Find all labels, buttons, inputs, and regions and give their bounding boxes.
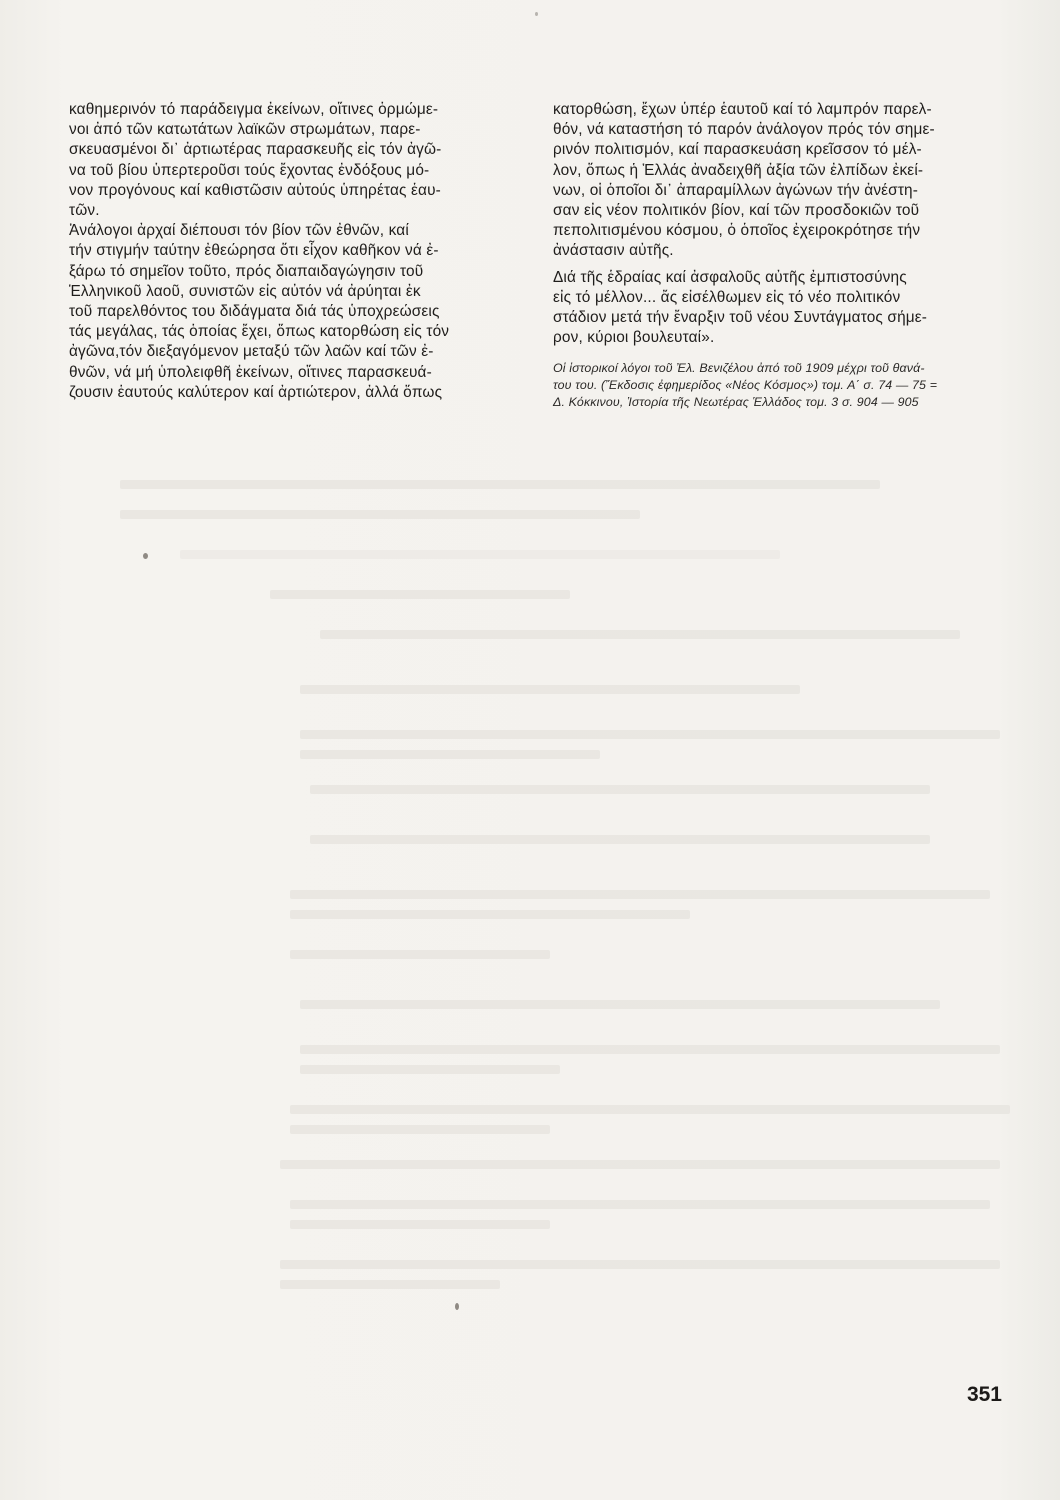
ghost-line xyxy=(300,1045,1000,1054)
left-text-column xyxy=(69,100,513,403)
ghost-line xyxy=(290,950,550,959)
ghost-line xyxy=(300,1065,560,1074)
ghost-line xyxy=(290,1200,990,1209)
ghost-line xyxy=(270,590,570,599)
ghost-line xyxy=(300,685,800,694)
right-paragraph-2: Διά τῆς ἑδραίας καί ἀσφαλοῦς αὐτῆς ἐμπιστοσύνης εἰς τό μέλλον... ἄς εἰσέλθωμεν εἰς τό νέο πολιτικόν στάδιον μετά τήν ἔναρξιν τοῦ νέου Συντάγματος σήμε- ρον, κύριοι βουλευταί». xyxy=(553,268,928,347)
ghost-line xyxy=(290,1125,550,1134)
ghost-line xyxy=(120,510,640,519)
page-number: 351 xyxy=(966,1383,1002,1406)
left-paragraph-2: Ἀνάλογοι ἀρχαί διέπουσι τόν βίον τῶν ἐθνῶν, καί τήν στιγμήν ταύτην ἐθεώρησα ὅτι εἶχον καθῆκον νά ἐ- ξάρω τό σημεῖον τοῦτο, πρός διαπαιδαγώγησιν τοῦ Ἑλληνικοῦ λαοῦ, συνιστῶν εἰς αὐτόν νά ἀρύηται ἐκ τοῦ παρελθόντος του διδάγματα διά τάς ὑποχρεώσεις τάς μεγάλας, τάς ὁποίας ἔχει, ὅπως κατορθώση εἰς τόν ἀγῶνα,τόν διεξαγόμενον μεταξύ τῶν λαῶν καί τῶν ἐ- θνῶν, νά μή ὑπολειφθῆ ἐκείνων, οἵτινες παρασκευά- ζουσιν ἑαυτούς καλύτερον καί ἀρτιώτερον, ἀλλά ὅπως xyxy=(69,222,450,401)
ghost-line xyxy=(280,1160,1000,1169)
ghost-line xyxy=(310,785,930,794)
ghost-line xyxy=(310,835,930,844)
ghost-line xyxy=(290,910,690,919)
paper-speck xyxy=(535,12,538,16)
ghost-line xyxy=(320,630,960,639)
source-citation: Οἱ ἱστορικοί λόγοι τοῦ Ἐλ. Βενιζέλου ἀπό τοῦ 1909 μέχρι τοῦ θανά- του του. (Ἔκδοσις ἐφημερίδος «Νέος Κόσμος») τομ. Α΄ σ. 74 — 75 = Δ. Κόκκινου, Ἱστορία τῆς Νεωτέρας Ἑλλάδος τομ. 3 σ. 904 — 905 xyxy=(553,361,938,410)
ghost-line xyxy=(290,1105,1010,1114)
right-paragraph-1: κατορθώση, ἔχων ὑπέρ ἑαυτοῦ καί τό λαμπρόν παρελ- θόν, νά καταστήση τό παρόν ἀνάλογον πρός τόν σημε- ρινόν πολιτισμόν, καί παρασκευάση κρεῖσσον τό μέλ- λον, ὅπως ἡ Ἑλλάς ἀναδειχθῆ ἀξία τῶν ἐλπίδων ἐκεί- νων, οἱ ὁποῖοι δι᾿ ἀπαραμίλλων ἀγώνων τήν ἀνέστη- σαν εἰς νέον πολιτικόν βίον, καί τῶν προσδοκιῶν τοῦ πεπολιτισμένου κόσμου, ὁ ὁποῖος ἐχειροκρότησε τήν ἀνάστασιν αὐτῆς. xyxy=(553,101,935,260)
paper-speck xyxy=(455,1303,459,1310)
left-paragraph-1: καθημερινόν τό παράδειγμα ἐκείνων, οἵτινες ὁρμώμε- νοι ἀπό τῶν κατωτάτων λαϊκῶν στρωμάτων, παρε- σκευασμένοι δι᾿ ἀρτιωτέρας παρασκευῆς εἰς τόν ἀγῶ- να τοῦ βίου ὑπερτεροῦσι τούς ἔχοντας ἐνδόξους μό- νον προγόνους καί καθιστῶσιν αὐτούς ὑπηρέτας ἑαυ- τῶν. xyxy=(69,101,442,220)
ghost-line xyxy=(290,1220,550,1229)
ghost-line xyxy=(300,1000,940,1009)
ghost-line xyxy=(280,1280,500,1289)
ghost-line xyxy=(180,550,780,559)
ghost-line xyxy=(280,1260,1000,1269)
paper-speck xyxy=(143,553,148,559)
ghost-line xyxy=(300,750,600,759)
ghost-line xyxy=(120,480,880,489)
ghost-line xyxy=(290,890,990,899)
right-text-column xyxy=(553,100,998,411)
bleed-through-texture xyxy=(0,440,1060,1340)
ghost-line xyxy=(300,730,1000,739)
